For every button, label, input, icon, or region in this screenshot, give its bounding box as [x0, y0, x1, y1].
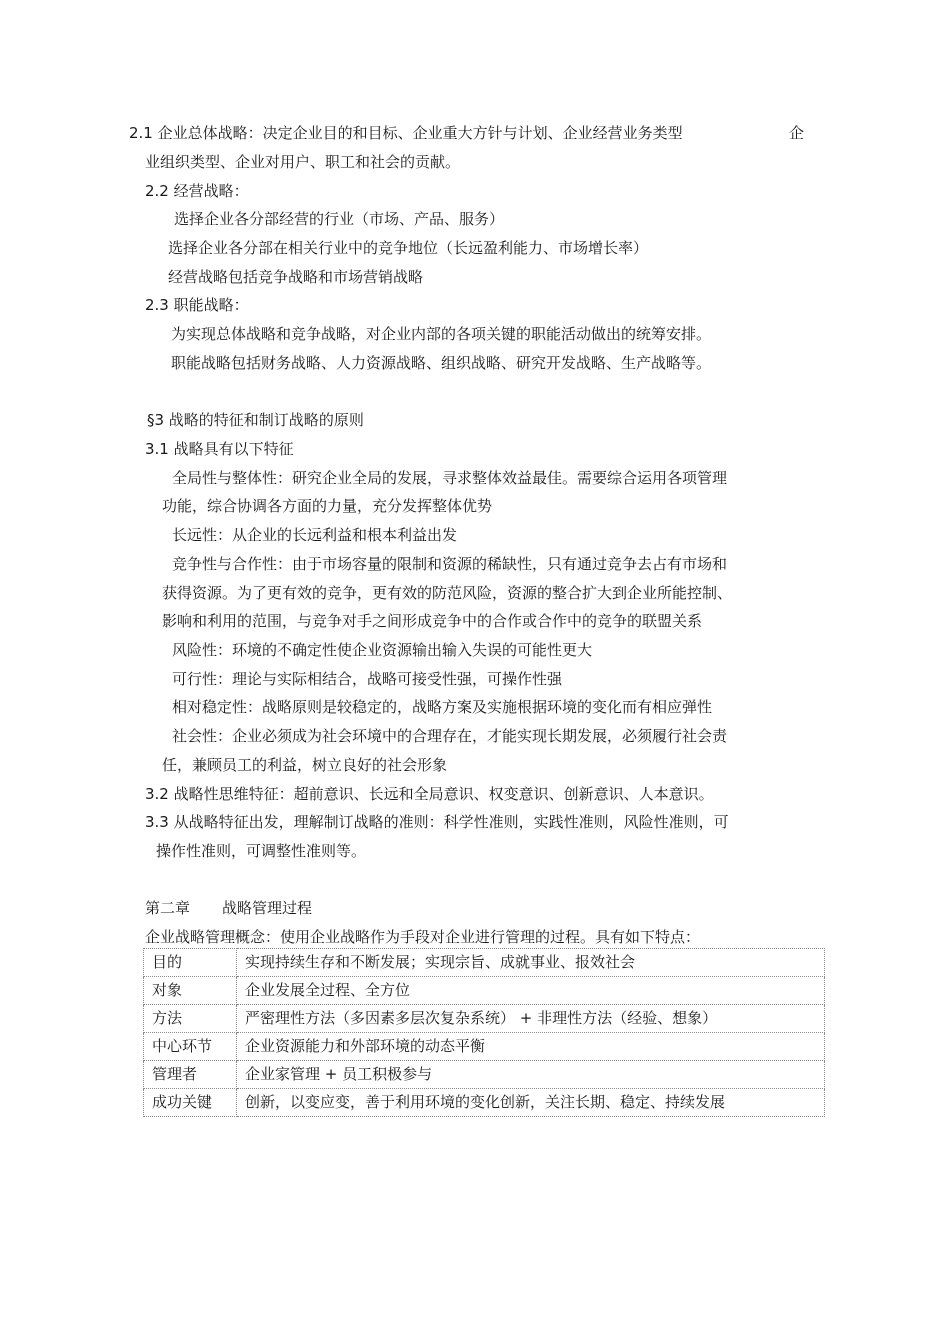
table-row	[144, 1005, 825, 1033]
section-2-1-line-1-end: 企	[789, 124, 805, 142]
feature-line: 长远性：从企业的长远利益和根本利益出发	[172, 526, 458, 544]
table-row	[144, 1089, 825, 1117]
feature-line: 社会性：企业必须成为社会环境中的合理存在，才能实现长期发展，必须履行社会责	[172, 727, 728, 745]
feature-line: 影响和利用的范围，与竞争对手之间形成竞争中的合作或合作中的竞争的联盟关系	[162, 612, 703, 630]
feature-line: 任，兼顾员工的利益，树立良好的社会形象	[162, 756, 448, 774]
table-value-cell: 企业发展全过程、全方位	[237, 977, 825, 1005]
section-2-3-item: 职能战略包括财务战略、人力资源战略、组织战略、研究开发战略、生产战略等。	[171, 354, 712, 372]
chapter-title: 战略管理过程	[222, 899, 313, 917]
table-row	[144, 949, 825, 977]
section-2-2-item: 经营战略包括竞争战略和市场营销战略	[168, 268, 424, 286]
feature-line: 全局性与整体性：研究企业全局的发展，寻求整体效益最佳。需要综合运用各项管理	[172, 469, 728, 487]
section-2-2-item: 选择企业各分部经营的行业（市场、产品、服务）	[174, 210, 505, 228]
table-key-cell: 中心环节	[144, 1033, 237, 1061]
section-2-1-line-1: 2.1 企业总体战略：决定企业目的和目标、企业重大方针与计划、企业经营业务类型	[129, 124, 683, 142]
table-key-cell: 方法	[144, 1005, 237, 1033]
table-value-cell: 实现持续生存和不断发展；实现宗旨、成就事业、报效社会	[237, 949, 825, 977]
section-2-2-heading: 2.2 经营战略：	[145, 182, 249, 200]
table-row	[144, 1061, 825, 1089]
section-3-title: §3 战略的特征和制订战略的原则	[147, 411, 364, 429]
feature-line: 竞争性与合作性：由于市场容量的限制和资源的稀缺性，只有通过竞争去占有市场和	[172, 555, 728, 573]
chapter-intro: 企业战略管理概念：使用企业战略作为手段对企业进行管理的过程。具有如下特点：	[145, 928, 701, 946]
table-key-cell: 管理者	[144, 1061, 237, 1089]
section-2-2-item: 选择企业各分部在相关行业中的竞争地位（长远盈利能力、市场增长率）	[168, 239, 649, 257]
features-table	[143, 948, 825, 1117]
table-key-cell: 目的	[144, 949, 237, 977]
section-2-1-line-2: 业组织类型、企业对用户、职工和社会的贡献。	[145, 153, 461, 171]
section-3-3-line-2: 操作性准则，可调整性准则等。	[156, 842, 367, 860]
table-key-cell: 成功关键	[144, 1089, 237, 1117]
section-3-3-line-1: 3.3 从战略特征出发，理解制订战略的准则：科学性准则，实践性准则，风险性准则，可	[145, 813, 729, 831]
table-value-cell: 企业资源能力和外部环境的动态平衡	[237, 1033, 825, 1061]
section-3-1-heading: 3.1 战略具有以下特征	[145, 440, 294, 458]
feature-line: 可行性：理论与实际相结合，战略可接受性强，可操作性强	[172, 670, 563, 688]
feature-line: 获得资源。为了更有效的竞争，更有效的防范风险，资源的整合扩大到企业所能控制、	[162, 584, 733, 602]
feature-line: 风险性：环境的不确定性使企业资源输出输入失误的可能性更大	[172, 641, 593, 659]
section-3-2-line: 3.2 战略性思维特征：超前意识、长远和全局意识、权变意识、创新意识、人本意识。	[145, 785, 714, 803]
table-row	[144, 1033, 825, 1061]
feature-line: 功能，综合协调各方面的力量，充分发挥整体优势	[162, 497, 493, 515]
table-value-cell: 创新，以变应变，善于利用环境的变化创新，关注长期、稳定、持续发展	[237, 1089, 825, 1117]
section-2-3-item: 为实现总体战略和竞争战略，对企业内部的各项关键的职能活动做出的统筹安排。	[171, 325, 712, 343]
table-key-cell: 对象	[144, 977, 237, 1005]
feature-line: 相对稳定性：战略原则是较稳定的，战略方案及实施根据环境的变化而有相应弹性	[172, 698, 713, 716]
chapter-number: 第二章	[145, 899, 191, 917]
table-row	[144, 977, 825, 1005]
table-value-cell: 严密理性方法（多因素多层次复杂系统） + 非理性方法（经验、想象）	[237, 1005, 825, 1033]
table-value-cell: 企业家管理 + 员工积极参与	[237, 1061, 825, 1089]
section-2-3-heading: 2.3 职能战略：	[145, 296, 249, 314]
